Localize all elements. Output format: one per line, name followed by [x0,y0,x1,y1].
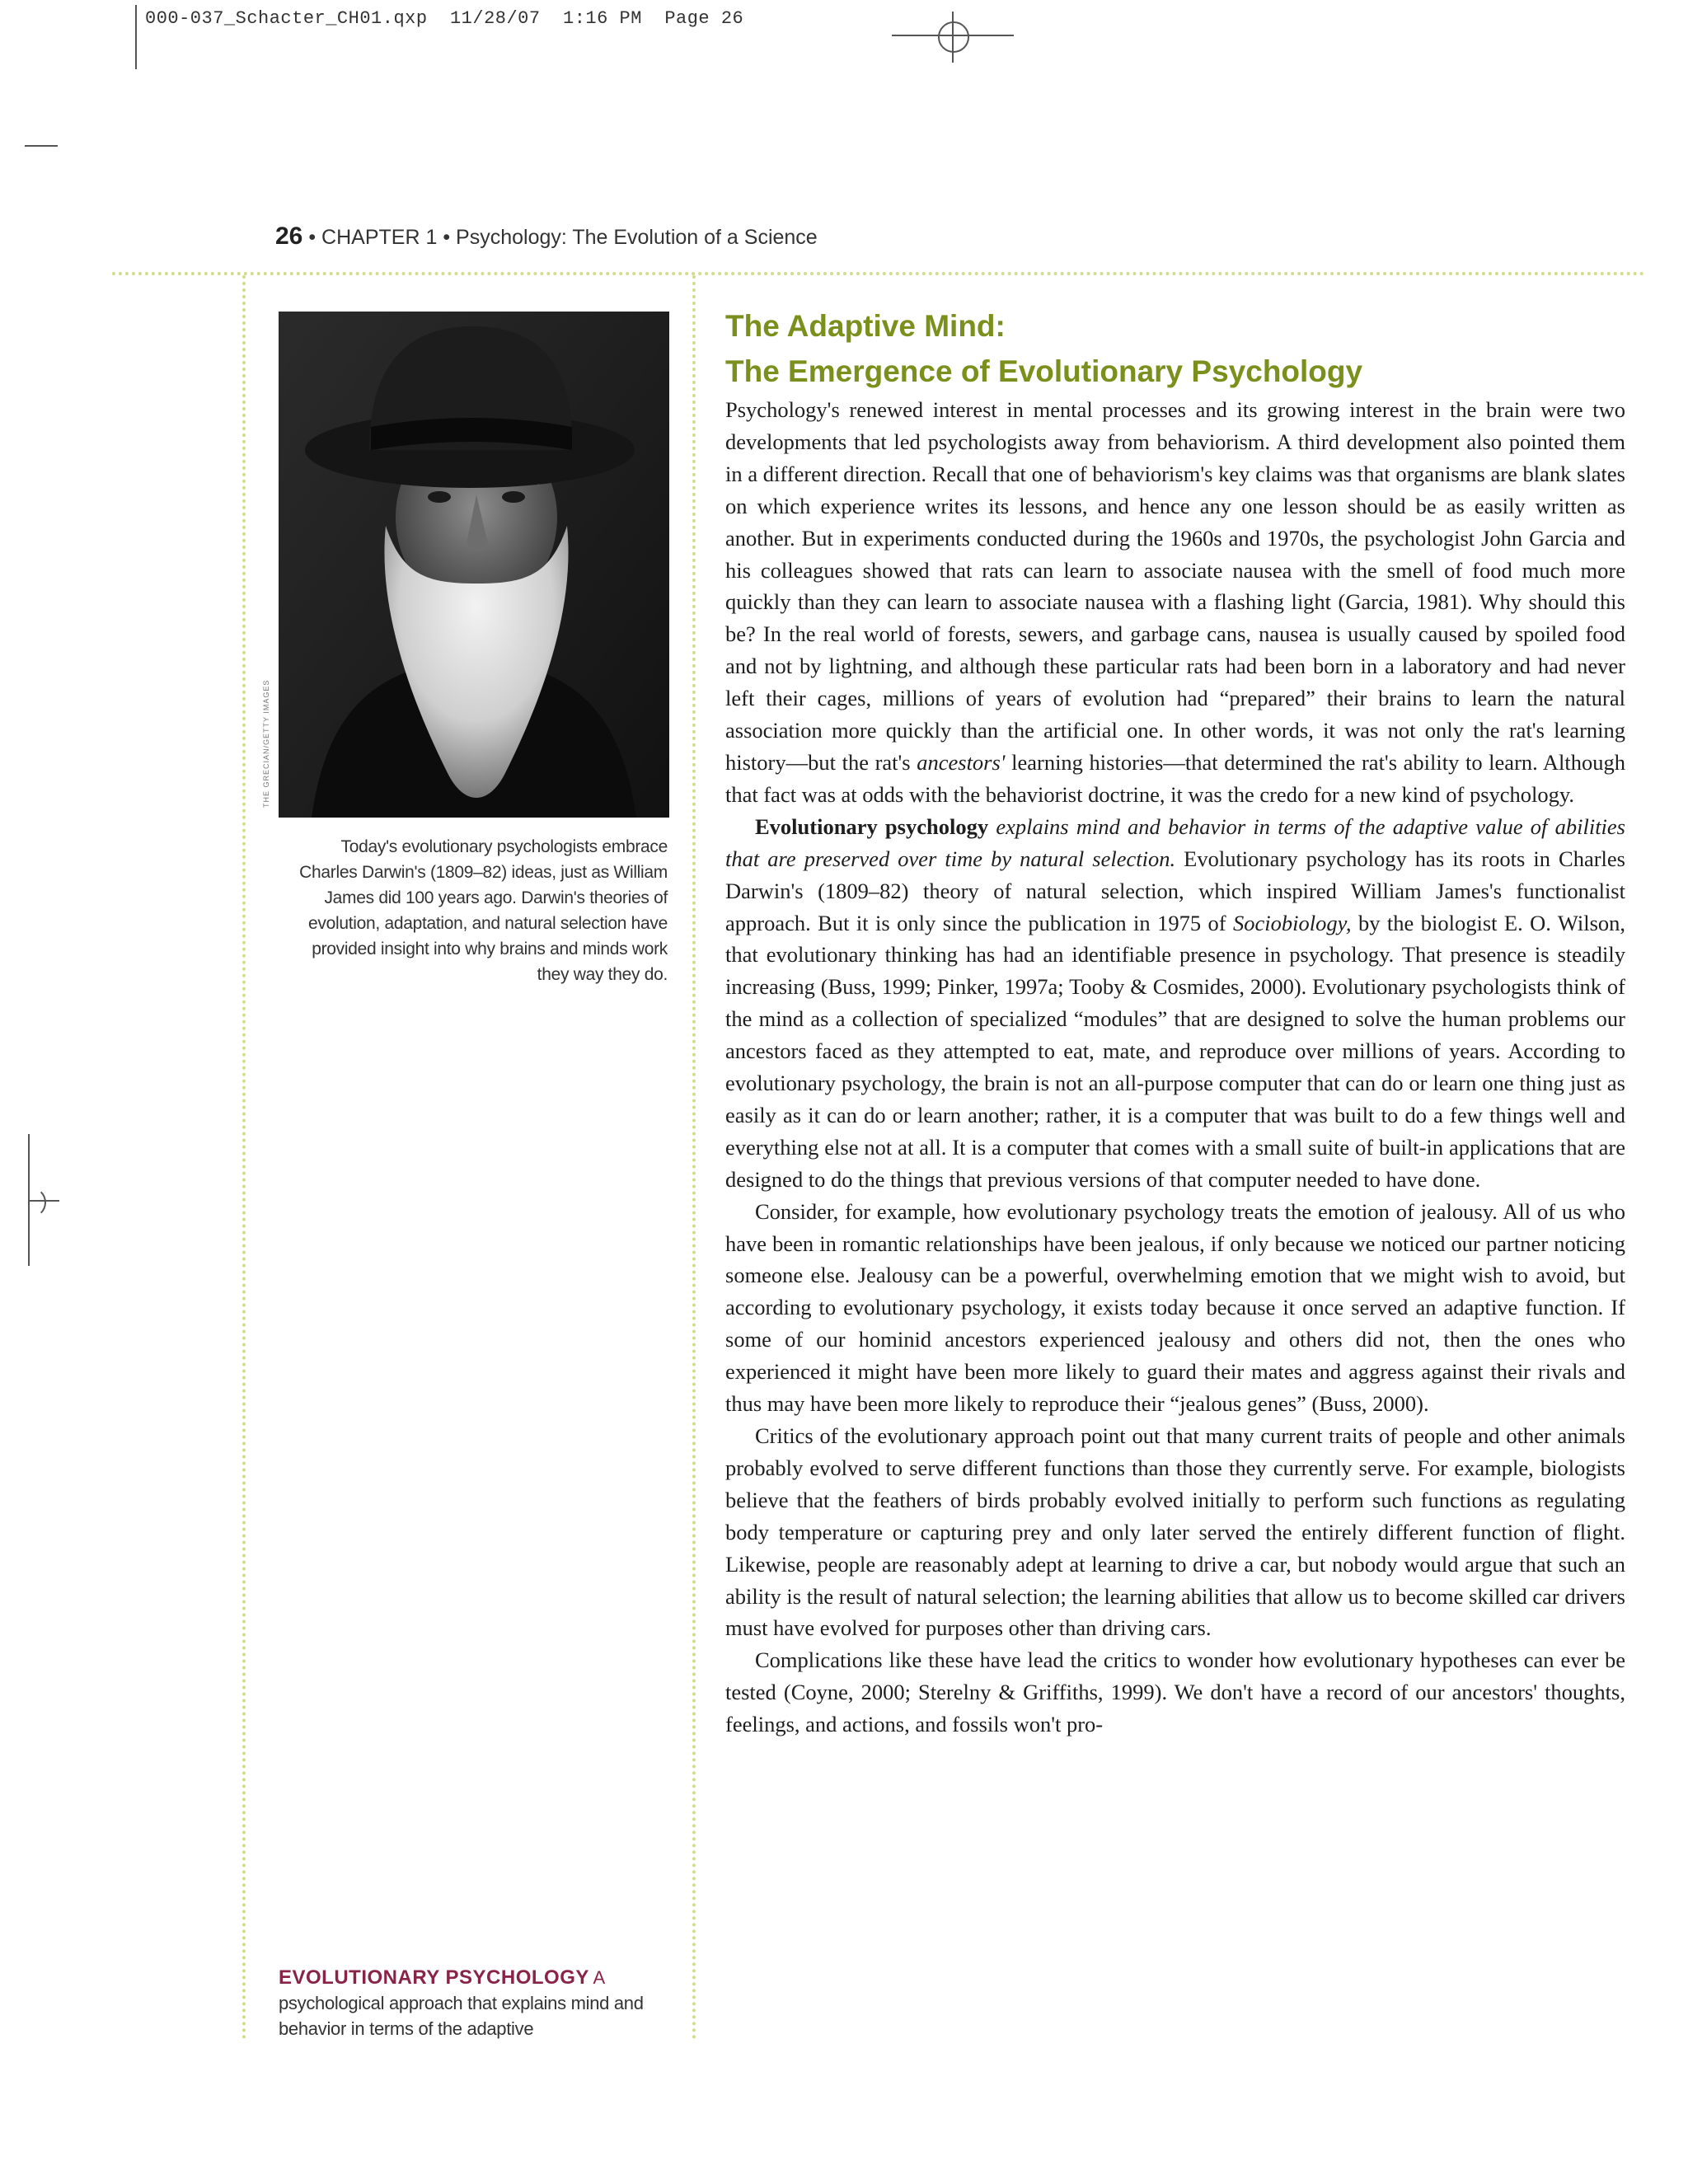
photo-caption: Today's evolutionary psychologists embrace Charles Darwin's (1809–82) ideas, just as William James did 100 years ago. Darwin's theories of evolution, adaptation, and natural selection have provided insight into why brains and minds work they way they do. [299,837,668,984]
margin-dotted-rule-left [242,275,246,2041]
paragraph: Complications like these have lead the critics to wonder how evolutionary hypotheses can ever be tested (Coyne, 2000; Sterelny & Griffiths, 1999). We don't have a record of our ancestors' thoughts, feelings, and actions, and fossils won't pro- [725,1647,1625,1737]
section-heading-line-1: The Adaptive Mind: [725,309,1006,343]
slug-time: 1:16 PM [563,8,642,29]
bullet-separator: • [443,226,451,249]
photo-credit: THE GRECIAN/GETTY IMAGES [262,679,270,808]
paragraph: Evolutionary psychology explains mind and behavior in terms of the adaptive value of abilities that are preserved over time by natural selection. Evolutionary psychology has its roots in Charles Darwin's (1809–82) theory of natural selection, which inspired William James's functionalist approach. But it is only since the publication in 1975 of Sociobiology, by the biologist E. O. Wilson, that evolutionary thinking has had an identifiable presence in psychology. That presence is steadily increasing (Buss, 1999; Pinker, 1997a; Tooby & Cosmides, 2000). Evolutionary psychologists think of the mind as a collection of specialized “modules” that are designed to solve the human problems our ancestors faced as they attempted to eat, mate, and reproduce over millions of years. According to evolutionary psychology, the brain is not an all-purpose computer that can do or learn one thing just as easily as it can do or learn another; rather, it is a computer that was built to do a few things well and everything else not at all. It is a computer that comes with a small suite of built-in applications that are designed to do the things that previous versions of that computer needed to have done. [725,813,1626,1192]
paragraph: Psychology's renewed interest in mental processes and its growing interest in the brain were two developments that led psychologists away from behaviorism. A third development also pointed them in a different direction. Recall that one of behaviorism's key claims was that organisms are blank slates on which experience writes its lessons, and hence any one lesson should be as easily written as another. But in experiments conducted during the 1960s and 1970s, the psychologist John Garcia and his colleagues showed that rats can learn to associate nausea with the smell of food much more quickly than they can learn to associate nausea with a flashing light (Garcia, 1981). Why should this be? In the real world of forests, sewers, and garbage cans, nausea is usually caused by spoiled food and not by lightning, and although these particular rats had been born in a laboratory and had never left their cages, millions of years of evolution had “prepared” their brains to learn the natural association more quickly than the artificial one. In other words, it was not only the rat's learning history—but the rat's ancestors' learning histories—that determined the rat's ability to learn. Although that fact was at odds with the behaviorist doctrine, it was the credo for a new kind of psychology. [725,397,1626,807]
book-title: Sociobiology, [1233,910,1352,935]
page-number: 26 [275,223,303,250]
margin-definition [279,1965,674,2041]
margin-definition-lead: A [593,1967,604,1988]
darwin-photo [279,312,669,818]
margin-definition-term: EVOLUTIONARY PSYCHOLOGY [279,1966,589,1989]
chapter-label: CHAPTER 1 [321,226,438,249]
header-dotted-rule [112,272,1645,275]
body-text [725,394,1625,1741]
crop-mark-slug-left [135,5,137,69]
margin-dotted-rule-right [692,275,696,2041]
chapter-title: Psychology: The Evolution of a Science [456,226,818,249]
crop-mark-top-left [25,145,58,147]
key-term: Evolutionary psychology [755,813,989,839]
key-term-definition: explains mind and behavior in terms of the adaptive value of abilities that are preserved over time by natural selection. [725,813,1625,871]
paragraph: Consider, for example, how evolutionary psychology treats the emotion of jealousy. All of us who have been in romantic relationships have been jealous, if only because we noticed our partner noticing someone else. Jealousy can be a powerful, overwhelming emotion that we might wish to avoid, but according to evolutionary psychology, it exists today because it once served an adaptive function. If some of our hominid ancestors experienced jealousy and others did not, then the ones who experienced it might have been more likely to guard their mates and aggress against their rivals and thus may have been more likely to reproduce their “jealous genes” (Buss, 2000). [725,1198,1625,1417]
bullet-separator: • [308,226,316,249]
paragraph: Critics of the evolutionary approach point out that many current traits of people and other animals probably evolved to serve different functions than those they currently serve. For example, biologists believe that the feathers of birds probably evolved initially to perform such functions as regulating body temperature or capturing prey and only later served the entirely different function of flight. Likewise, people are reasonably adept at learning to drive a car, but nobody would argue that such an ability is the result of natural selection; the learning abilities that allow us to become skilled car drivers must have evolved for purposes other than driving cars. [725,1423,1625,1641]
slug-date: 11/28/07 [449,8,541,29]
slug-file: 000-037_Schacter_CH01.qxp [145,8,428,29]
running-head [275,223,818,251]
section-heading-line-2: The Emergence of Evolutionary Psychology [725,354,1363,388]
portrait-of-charles-darwin-icon [279,312,669,818]
slug-page: Page 26 [664,8,744,29]
section-heading [725,303,1362,394]
printer-slug [145,8,743,29]
margin-definition-text: psychological approach that explains mind and behavior in terms of the adaptive [279,1993,644,2039]
